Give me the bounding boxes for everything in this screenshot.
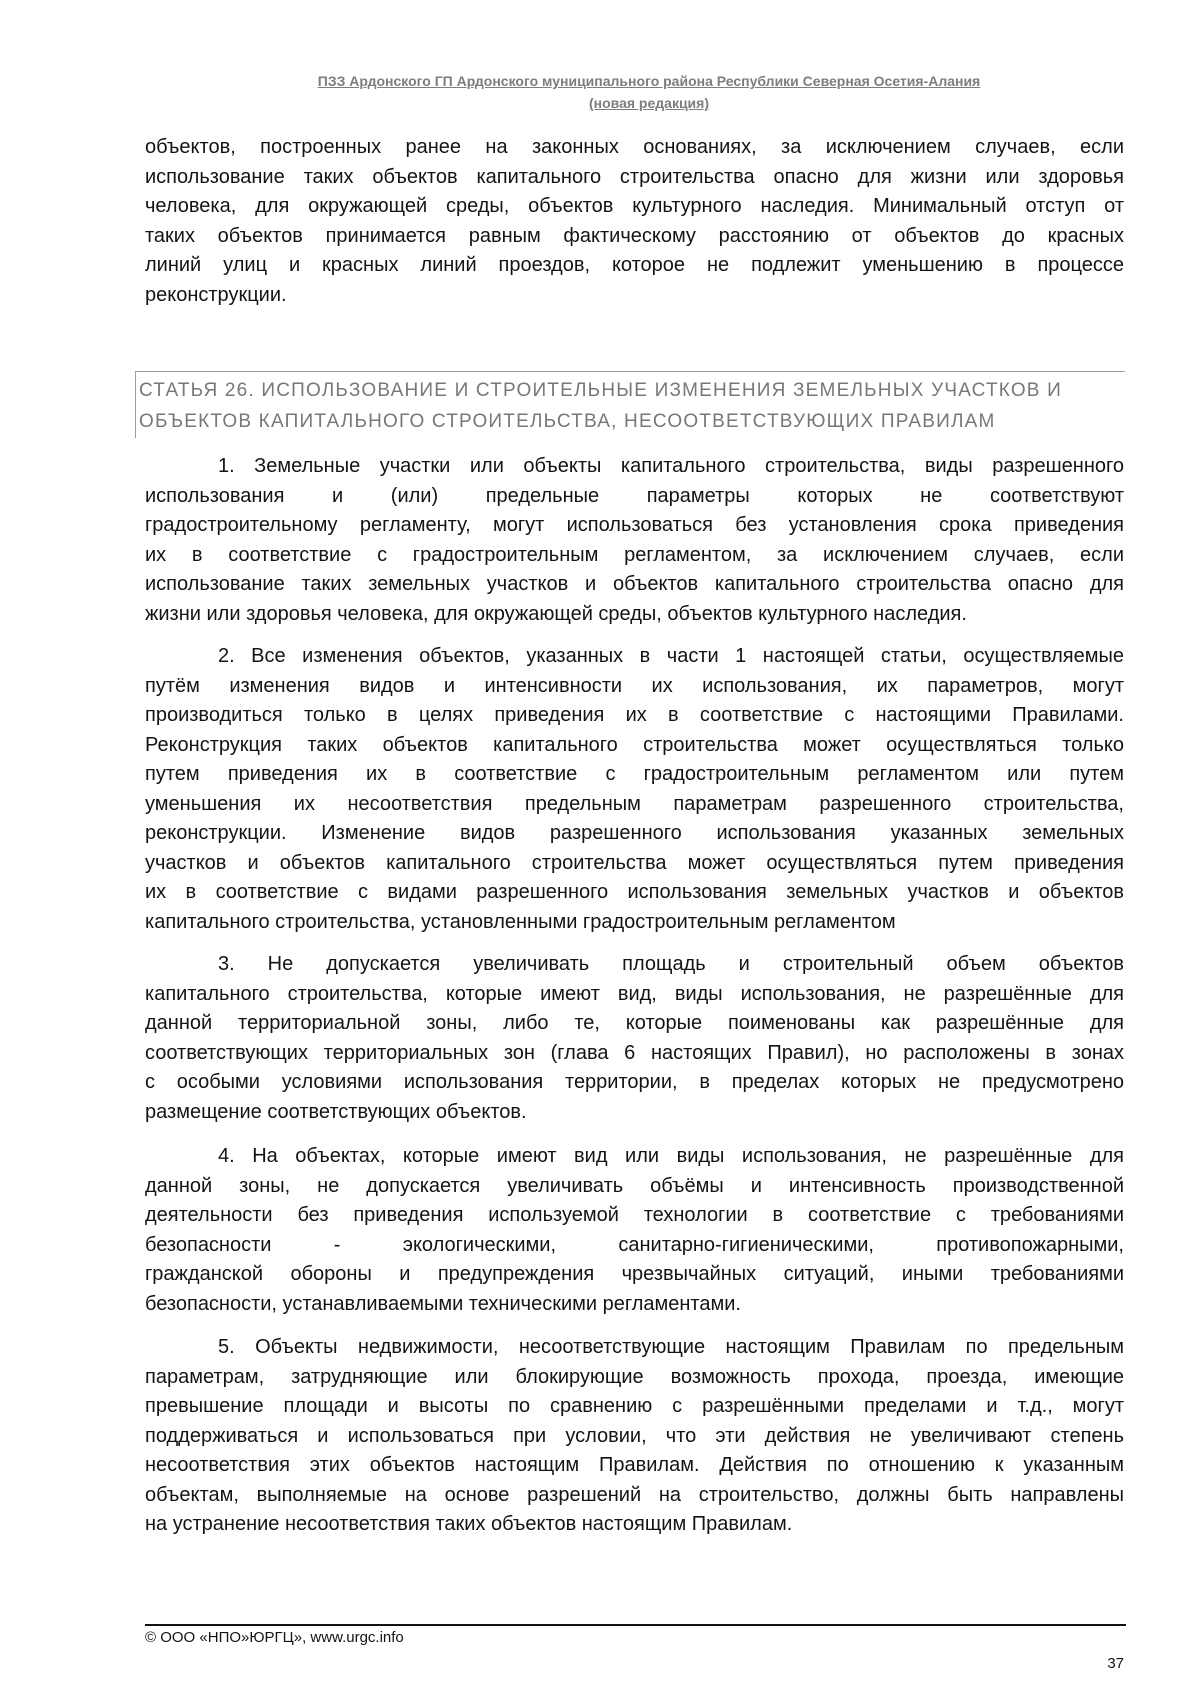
text-line: использование таких объектов капитального строительства опасно для жизни или здоровья	[145, 165, 1124, 188]
text-line: 2. Все изменения объектов, указанных в части 1 настоящей статьи, осуществляемые	[218, 645, 1124, 667]
text-line: использование таких земельных участков и объектов капитального строительства опасно для	[145, 573, 1124, 595]
paragraph-2	[145, 642, 1124, 937]
text-line: путём изменения видов и интенсивности их использования, их параметров, могут	[145, 674, 1124, 697]
text-line: данной территориальной зоны, либо те, которые поименованы как разрешённые для	[145, 1012, 1124, 1034]
page-number: 37	[1107, 1655, 1124, 1672]
paragraph-1	[145, 452, 1124, 629]
text-line: их в соответствие с видами разрешенного использования земельных участков и объектов	[145, 881, 1124, 903]
text-line: таких объектов принимается равным фактическому расстоянию от объектов до красных	[145, 224, 1124, 247]
text-line: капитального строительства, установленными градостроительным регламентом	[145, 910, 896, 933]
text-line: использования и (или) предельные параметры которых не соответствуют	[145, 484, 1124, 507]
text-line: линий улиц и красных линий проездов, которое не подлежит уменьшению в процессе	[145, 254, 1124, 276]
text-line: реконструкции. Изменение видов разрешенного использования указанных земельных	[145, 822, 1124, 844]
footer-rule	[145, 1624, 1126, 1626]
text-line: безопасности, устанавливаемыми техническими регламентами.	[145, 1292, 741, 1315]
text-line: капитального строительства, которые имеют вид, виды использования, не разрешённые для	[145, 982, 1124, 1005]
text-line: 5. Объекты недвижимости, несоответствующие настоящим Правилам по предельным	[218, 1336, 1124, 1358]
text-line: гражданской обороны и предупреждения чрезвычайных ситуаций, иными требованиями	[145, 1263, 1124, 1285]
paragraph-3	[145, 950, 1124, 1127]
text-line: человека, для окружающей среды, объектов культурного наследия. Минимальный отступ от	[145, 195, 1124, 217]
text-line: 1. Земельные участки или объекты капитального строительства, виды разрешенного	[218, 455, 1124, 477]
text-line: несоответствия этих объектов настоящим Правилам. Действия по отношению к указанным	[145, 1454, 1124, 1476]
text-line: производиться только в целях приведения их в соответствие с настоящими Правилами.	[145, 704, 1124, 726]
header-title: ПЗЗ Ардонского ГП Ардонского муниципального района Республики Северная Осетия-Алания	[317, 73, 981, 89]
text-line: безопасности - экологическими, санитарно-гигиеническими, противопожарными,	[145, 1233, 1124, 1256]
text-line: на устранение несоответствия таких объектов настоящим Правилам.	[145, 1513, 793, 1535]
text-line: соответствующих территориальных зон (глава 6 настоящих Правил), но расположены в зонах	[145, 1041, 1124, 1064]
text-line: размещение соответствующих объектов.	[145, 1100, 527, 1123]
text-line: Реконструкция таких объектов капитального строительства может осуществляться только	[145, 733, 1124, 756]
text-line: 3. Не допускается увеличивать площадь и строительный объем объектов	[218, 953, 1124, 975]
running-header	[150, 70, 1148, 114]
article-heading	[135, 371, 1125, 438]
text-line: с особыми условиями использования территории, в пределах которых не предусмотрено	[145, 1071, 1124, 1093]
text-line: путем приведения их в соответствие с градостроительным регламентом или путем	[145, 763, 1124, 785]
text-line: участков и объектов капитального строительства может осуществляться путем приведения	[145, 851, 1124, 874]
text-line: градостроительному регламенту, могут использоваться без установления срока приведения	[145, 514, 1124, 536]
text-line: уменьшения их несоответствия предельным параметрам разрешенного строительства,	[145, 792, 1124, 815]
text-line: их в соответствие с градостроительным регламентом, за исключением случаев, если	[145, 543, 1124, 566]
paragraph-5	[145, 1333, 1124, 1540]
article-heading-line: СТАТЬЯ 26. ИСПОЛЬЗОВАНИЕ И СТРОИТЕЛЬНЫЕ ИЗМЕНЕНИЯ ЗЕМЕЛЬНЫХ УЧАСТКОВ И	[139, 380, 1063, 401]
text-line: реконструкции.	[145, 283, 287, 306]
header-subtitle: (новая редакция)	[589, 95, 709, 111]
paragraph-4	[145, 1142, 1124, 1319]
text-line: параметрам, затрудняющие или блокирующие возможность прохода, проезда, имеющие	[145, 1365, 1124, 1388]
intro-paragraph	[145, 133, 1124, 310]
copyright-text: © ООО «НПО»ЮРГЦ», www.urgc.info	[145, 1629, 404, 1646]
text-line: данной зоны, не допускается увеличивать объёмы и интенсивность производственной	[145, 1174, 1124, 1197]
text-line: поддерживаться и использоваться при условии, что эти действия не увеличивают степень	[145, 1424, 1124, 1447]
text-line: деятельности без приведения используемой технологии в соответствие с требованиями	[145, 1204, 1124, 1226]
text-line: объектов, построенных ранее на законных основаниях, за исключением случаев, если	[145, 136, 1124, 158]
text-line: объектам, выполняемые на основе разрешений на строительство, должны быть направлены	[145, 1483, 1124, 1506]
article-heading-line: ОБЪЕКТОВ КАПИТАЛЬНОГО СТРОИТЕЛЬСТВА, НЕСООТВЕТСТВУЮЩИХ ПРАВИЛАМ	[139, 411, 996, 432]
text-line: 4. На объектах, которые имеют вид или виды использования, не разрешённые для	[218, 1145, 1124, 1167]
text-line: жизни или здоровья человека, для окружающей среды, объектов культурного наследия.	[145, 602, 967, 625]
text-line: превышение площади и высоты по сравнению с разрешёнными пределами и т.д., могут	[145, 1395, 1124, 1417]
